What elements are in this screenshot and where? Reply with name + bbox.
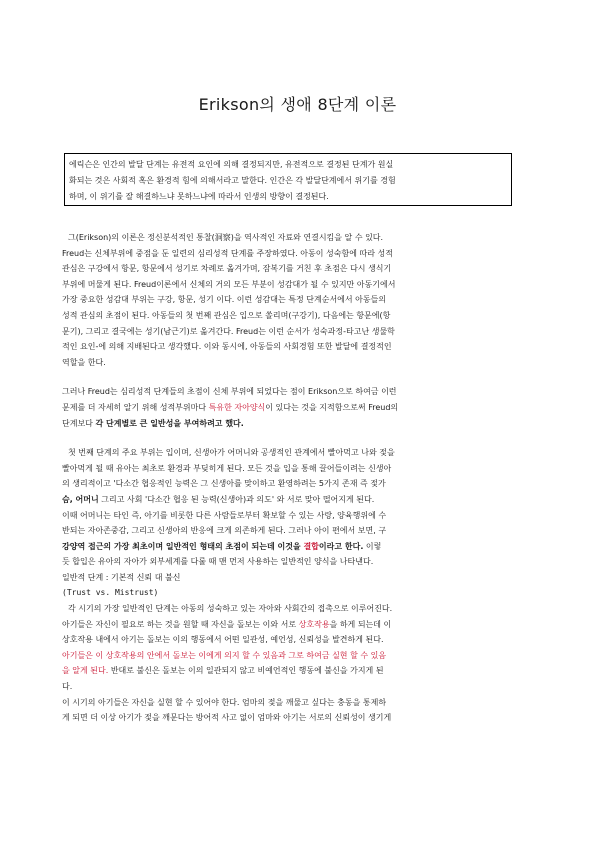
section-subtitle: (Trust vs. Mistrust) xyxy=(62,588,159,598)
summary-line: 하며, 이 위기를 잘 해결하느냐 못하느냐에 따라서 인생의 방향이 결정된다. xyxy=(69,192,329,201)
text-run: 이렇 xyxy=(363,541,382,551)
text-line: 이 시기의 아기들은 자신을 실현 할 수 있어야 한다. 엄마의 젖을 깨물고 싶다는 충동을 통제하 xyxy=(62,697,387,707)
text-run: 그리고 사회 '다소간 협응 된 능력(신생아)과 의도' 와 서로 맞아 떨어지게 된다. xyxy=(98,494,375,504)
text-run: 이 있다는 것을 지적함으로써 Freud의 xyxy=(265,402,399,412)
text-line: 다. xyxy=(62,682,73,692)
emphasis-text: 슴, 어머니 xyxy=(62,494,99,504)
text-run: 단계보다 xyxy=(62,418,96,428)
text-line: 문기), 그리고 결국에는 성기(남근기)로 옮겨간다. Freud는 이런 순서가 성숙과정-타고난 생물학 xyxy=(62,326,395,336)
highlight-text: 특유한 자아양식 xyxy=(208,402,266,412)
paragraph-freud-theory xyxy=(62,230,518,370)
text-run: 을 하게 되는데 이 xyxy=(329,619,392,629)
summary-line: 화되는 것은 사회적 혹은 환경적 힘에 의해서라고 말한다. 인간은 각 발달단계에서 위기를 경험 xyxy=(69,176,396,185)
section-heading: 일반적 단계 : 기본적 신뢰 대 불신 xyxy=(62,572,181,582)
highlight-text: 상호작용 xyxy=(298,619,330,629)
text-run: 아기들은 자신이 필요로 하는 것을 원할 때 자신을 돌보는 이와 서로 xyxy=(62,619,299,629)
text-line: 의 생리적이고 '다소간 협응적인 능력은 그 신생아를 맞이하고 환영하려는 5가지 존재 즉 젖가 xyxy=(62,479,386,489)
summary-line: 에릭슨은 인간의 발달 단계는 유전적 요인에 의해 결정되지만, 유전적으로 결정된 단계가 원실 xyxy=(69,160,394,169)
text-line xyxy=(62,663,518,679)
text-line xyxy=(62,416,518,432)
text-line xyxy=(62,617,518,633)
highlight-text: 을 알게 된다. xyxy=(62,666,109,676)
paragraph-oral-stage xyxy=(62,445,518,570)
text-line: 부위에 머물게 된다. Freud이론에서 신체의 거의 모든 부분이 성감대가 될 수 있지만 아동기에서 xyxy=(62,279,396,289)
text-line: 각 시기의 가장 일반적인 단계는 아동의 성숙하고 있는 자아와 사회간의 접촉으로 이루어진다. xyxy=(68,604,393,614)
text-line: 게 되면 더 이상 아기가 젖을 깨문다는 방어적 사고 없이 엄마와 아기는 서로의 신뢰성이 생기게 xyxy=(62,713,392,723)
emphasis-text: 강양역 접근의 가장 최초이며 일반적인 형태의 초점이 되는데 이것을 xyxy=(62,541,304,551)
highlight-line: 아기들은 이 상호작용의 안에서 돌보는 이에게 의지 할 수 있음과 그로 하여금 실현 할 수 있음 xyxy=(62,650,387,660)
highlight-text: 결합 xyxy=(303,541,319,551)
text-line: 첫 번째 단계의 주요 부위는 입이며, 신생아가 어머니와 공생적인 관계에서 빨아먹고 나와 젖을 xyxy=(68,448,395,458)
text-line: 이때 어머니는 타인 즉, 아기를 비롯한 다른 사람들로부터 확보할 수 있는 사랑, 양육행위에 수 xyxy=(62,510,387,520)
text-line: 역할을 한다. xyxy=(62,357,106,367)
text-run: 문제를 더 자세히 알기 위해 성적부위마다 xyxy=(62,402,209,412)
text-line: 반되는 자아존중감, 그리고 신생아의 반응에 크게 의존하게 된다. 그러나 아이 편에서 보면, 구 xyxy=(62,526,387,536)
text-line: 듯 합입은 유아의 자아가 외부세계를 다룰 때 맨 먼저 사용하는 일반적인 양식을 나타낸다. xyxy=(62,557,374,567)
text-line: 가장 중요한 성감대 부위는 구강, 항문, 성기 이다. 이런 성감대는 특정 단계순서에서 아동들의 xyxy=(62,295,387,305)
document-title: Erikson의 생애 8단계 이론 xyxy=(198,95,397,114)
text-line: 성적 관심의 초점이 된다. 아동들의 첫 번째 관심은 입으로 쏠리며(구강기), 다음에는 항문에(항 xyxy=(62,310,391,320)
paragraph-erikson-ego xyxy=(62,384,518,431)
text-line xyxy=(62,400,518,416)
text-line: 그(Erikson)의 이론은 정신분석적인 통찰(洞察)을 역사적인 자료와 연결시킴을 알 수 있다. xyxy=(68,233,384,242)
text-line: 상호작용 내에서 아기는 돌보는 이의 행동에서 어떤 일관성, 예언성, 신뢰성을 발견하게 된다. xyxy=(62,635,384,645)
text-line: 그러나 Freud는 심리성적 단계들의 초점이 신체 부위에 되었다는 점이 Erikson으로 하여금 이런 xyxy=(62,387,397,397)
document-body xyxy=(62,230,518,726)
summary-box xyxy=(64,153,512,206)
emphasis-text: 이라고 한다. xyxy=(318,541,364,551)
section-stage-1 xyxy=(62,570,518,726)
text-line xyxy=(62,492,518,508)
text-line: 관심은 구강에서 항문, 항문에서 성기로 차례로 옮겨가며, 잠복기를 거친 후 초점은 다시 생식기 xyxy=(62,264,392,274)
text-run: 반대로 불신은 돌보는 이의 일관되지 않고 비예언적인 행동에 불신을 가지게 된 xyxy=(108,666,384,676)
emphasis-text: 각 단계별로 큰 일반성을 부여하려고 했다. xyxy=(95,418,244,428)
text-line: 적인 요인-에 의해 지배된다고 생각했다. 이와 동시에, 아동들의 사회경험 또한 발달에 결정적인 xyxy=(62,342,392,352)
text-line: 빨아먹게 될 때 유아는 최초로 환경과 부딪히게 된다. 모든 것을 입을 통해 끌어들이려는 신생아 xyxy=(62,463,392,473)
text-line xyxy=(62,539,518,555)
text-line: Freud는 신체부위에 중점을 둔 일련의 심리성적 단계를 주장하였다. 아동이 성숙함에 따라 성적 xyxy=(62,248,393,258)
